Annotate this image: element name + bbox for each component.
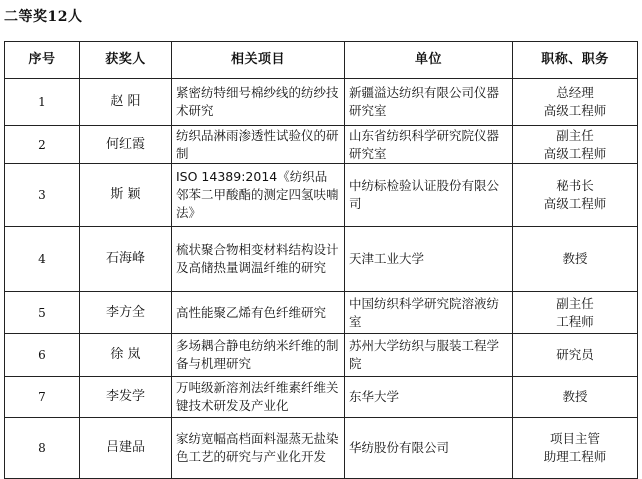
title-line: 项目主管	[549, 431, 600, 446]
title-line: 高级工程师	[543, 145, 607, 161]
cell-no: 6	[5, 334, 80, 377]
table-row	[5, 164, 638, 227]
header-title: 职称、职务	[513, 42, 638, 79]
section-caption: 二等奖12人	[4, 9, 83, 25]
title-line: 研究员	[556, 347, 594, 362]
title-line: 秘书长	[556, 178, 594, 193]
header-project: 相关项目	[172, 42, 345, 79]
cell-unit: 新疆溢达纺织有限公司仪器研究室	[345, 79, 513, 126]
cell-unit: 中国纺织科学研究院溶液纺室	[345, 292, 513, 334]
cell-project: 多场耦合静电纺纳米纤维的制备与机理研究	[172, 334, 345, 377]
table-header-row	[5, 42, 638, 79]
cell-unit: 山东省纺织科学研究院仪器研究室	[345, 126, 513, 164]
cell-title	[513, 79, 638, 126]
title-line: 教授	[562, 251, 588, 266]
title-line: 副主任	[556, 295, 594, 311]
cell-project: ISO 14389:2014《纺织品 邻苯二甲酸酯的测定四氢呋喃法》	[172, 164, 345, 227]
cell-no: 8	[5, 418, 80, 479]
table-row	[5, 126, 638, 164]
cell-name: 斯 颖	[80, 164, 172, 227]
cell-title	[513, 418, 638, 479]
table-row	[5, 377, 638, 418]
cell-title	[513, 164, 638, 227]
cell-unit: 华纺股份有限公司	[345, 418, 513, 479]
cell-title	[513, 126, 638, 164]
cell-project: 高性能聚乙烯有色纤维研究	[172, 292, 345, 334]
title-line: 工程师	[556, 313, 594, 329]
cell-unit: 苏州大学纺织与服装工程学院	[345, 334, 513, 377]
cell-unit: 中纺标检验认证股份有限公司	[345, 164, 513, 227]
cell-title	[513, 227, 638, 292]
cell-title	[513, 292, 638, 334]
title-line: 助理工程师	[543, 449, 607, 464]
cell-name: 石海峰	[80, 227, 172, 292]
cell-project: 紧密纺特细号棉纱线的纺纱技术研究	[172, 79, 345, 126]
cell-no: 2	[5, 126, 80, 164]
cell-name: 何红霞	[80, 126, 172, 164]
cell-name: 吕建品	[80, 418, 172, 479]
cell-unit: 东华大学	[345, 377, 513, 418]
cell-no: 3	[5, 164, 80, 227]
title-line: 高级工程师	[543, 196, 607, 211]
cell-name: 李发学	[80, 377, 172, 418]
cell-project: 梳状聚合物相变材料结构设计及高储热量调温纤维的研究	[172, 227, 345, 292]
cell-title	[513, 334, 638, 377]
title-line: 副主任	[556, 127, 594, 143]
header-name: 获奖人	[80, 42, 172, 79]
cell-no: 5	[5, 292, 80, 334]
cell-project: 纺织品淋雨渗透性试验仪的研制	[172, 126, 345, 164]
table-row	[5, 227, 638, 292]
table-row	[5, 334, 638, 377]
header-unit: 单位	[345, 42, 513, 79]
title-line: 教授	[562, 389, 588, 404]
cell-unit: 天津工业大学	[345, 227, 513, 292]
table-row	[5, 79, 638, 126]
cell-no: 7	[5, 377, 80, 418]
title-line: 高级工程师	[543, 103, 607, 118]
awards-table	[4, 41, 638, 479]
cell-name: 徐 岚	[80, 334, 172, 377]
table-row	[5, 418, 638, 479]
cell-no: 4	[5, 227, 80, 292]
table-row	[5, 292, 638, 334]
header-no: 序号	[5, 42, 80, 79]
cell-name: 赵 阳	[80, 79, 172, 126]
cell-project: 万吨级新溶剂法纤维素纤维关键技术研发及产业化	[172, 377, 345, 418]
title-line: 总经理	[556, 85, 594, 100]
cell-project: 家纺宽幅高档面料湿蒸无盐染色工艺的研究与产业化开发	[172, 418, 345, 479]
cell-title	[513, 377, 638, 418]
cell-name: 李方全	[80, 292, 172, 334]
cell-no: 1	[5, 79, 80, 126]
